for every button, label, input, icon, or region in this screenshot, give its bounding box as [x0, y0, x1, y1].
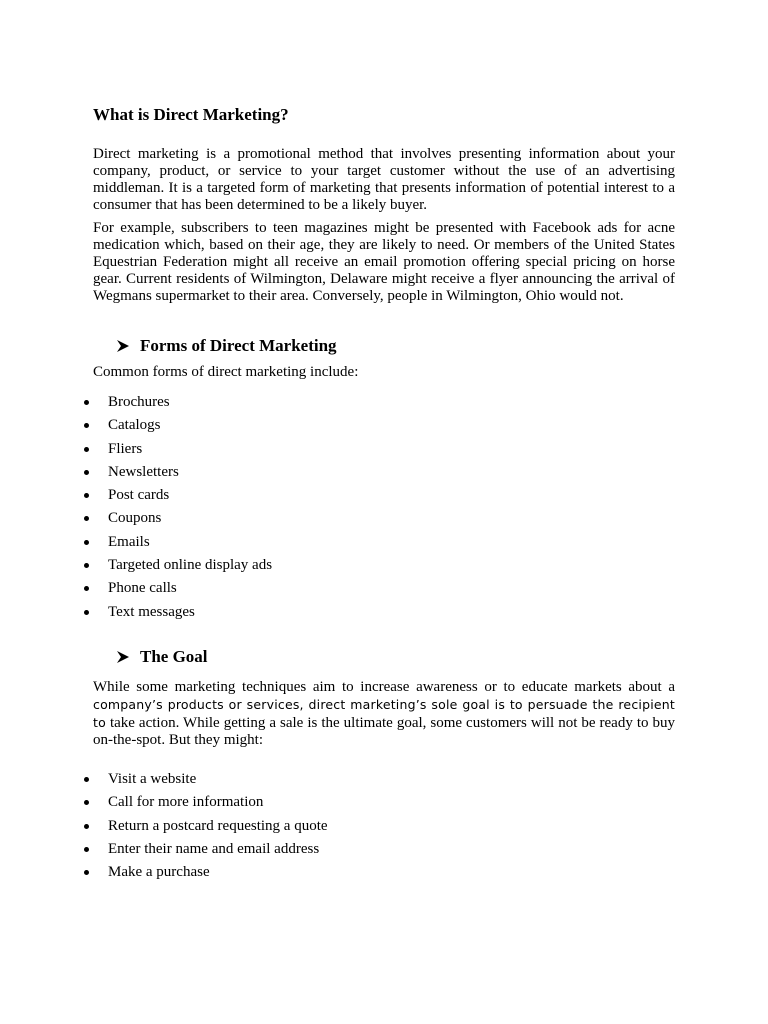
goal-section-heading-text: The Goal: [140, 647, 208, 666]
goal-section-heading: [116, 646, 208, 668]
list-item: [0, 603, 600, 626]
list-item-label: Phone calls: [108, 580, 177, 597]
list-item-label: Text messages: [108, 603, 195, 620]
round-bullet-icon: [84, 847, 89, 852]
list-item: [0, 770, 600, 793]
list-item: [0, 393, 600, 416]
round-bullet-icon: [84, 423, 89, 428]
list-item-label: Brochures: [108, 394, 170, 410]
list-item-label: Catalogs: [108, 417, 161, 434]
list-item: [0, 863, 600, 886]
round-bullet-icon: [84, 777, 89, 782]
round-bullet-icon: [84, 400, 89, 405]
list-item: [0, 840, 600, 863]
round-bullet-icon: [84, 540, 89, 545]
list-item-label: Post cards: [108, 487, 170, 504]
round-bullet-icon: [84, 800, 89, 805]
goal-actions-list: [0, 770, 600, 886]
list-item: [0, 817, 600, 840]
list-item: [0, 463, 600, 486]
list-item: [0, 793, 600, 816]
round-bullet-icon: [84, 610, 89, 615]
round-bullet-icon: [84, 447, 89, 452]
goal-paragraph-part1: While some marketing techniques aim to increase awareness or to educate markets about a: [93, 679, 675, 695]
list-item-label: Newsletters: [108, 463, 179, 480]
forms-section-heading-text: Forms of Direct Marketing: [140, 336, 337, 355]
example-paragraph: For example, subscribers to teen magazines might be presented with Facebook ads for acne medication which, based on their age, they are likely to need. Or members of the United States Equestrian Federation might all receive an email promotion offering special pricing on horse gear. Current residents of Wilmington, Delaware might receive a flyer announcing the arrival of Wegmans supermarket to their area. Conversely, people in Wilmington, Ohio would not.: [93, 220, 675, 304]
list-item: [0, 416, 600, 439]
round-bullet-icon: [84, 870, 89, 875]
round-bullet-icon: [84, 563, 89, 568]
goal-paragraph-part3: take action. While getting a sale is the ultimate goal, some customers will not be ready to buy on-the-spot. But they might:: [93, 715, 675, 748]
list-item-label: Fliers: [108, 440, 143, 457]
page-title: What is Direct Marketing?: [93, 105, 289, 124]
list-item-label: Return a postcard requesting a quote: [108, 817, 328, 834]
list-item: [0, 440, 600, 463]
goal-paragraph-part2: company’s products or services, direct marketing’s sole goal is to persuade the recipient to: [93, 697, 675, 730]
forms-section-heading: [116, 335, 337, 357]
round-bullet-icon: [84, 824, 89, 829]
list-item: [0, 509, 600, 532]
arrowhead-bullet-icon: [116, 339, 130, 353]
list-item-label: Targeted online display ads: [108, 557, 273, 574]
list-item-label: Enter their name and email address: [108, 840, 320, 857]
list-item-label: Coupons: [108, 510, 162, 527]
round-bullet-icon: [84, 493, 89, 498]
round-bullet-icon: [84, 586, 89, 591]
list-item-label: Make a purchase: [108, 864, 210, 881]
list-item-label: Emails: [108, 533, 150, 550]
round-bullet-icon: [84, 516, 89, 521]
intro-paragraph: Direct marketing is a promotional method that involves presenting information about your company, product, or service to your target customer without the use of an advertising middleman. It is a targeted form of marketing that presents information of potential interest to a consumer that has been determined to be a likely buyer.: [93, 146, 675, 213]
list-item-label: Visit a website: [108, 771, 197, 787]
list-item: [0, 486, 600, 509]
round-bullet-icon: [84, 470, 89, 475]
arrowhead-bullet-icon: [116, 650, 130, 664]
list-item-label: Call for more information: [108, 794, 264, 811]
forms-list: [0, 393, 600, 626]
list-item: [0, 579, 600, 602]
forms-intro-text: Common forms of direct marketing include:: [93, 364, 359, 380]
list-item: [0, 533, 600, 556]
list-item: [0, 556, 600, 579]
goal-paragraph: [93, 679, 675, 749]
